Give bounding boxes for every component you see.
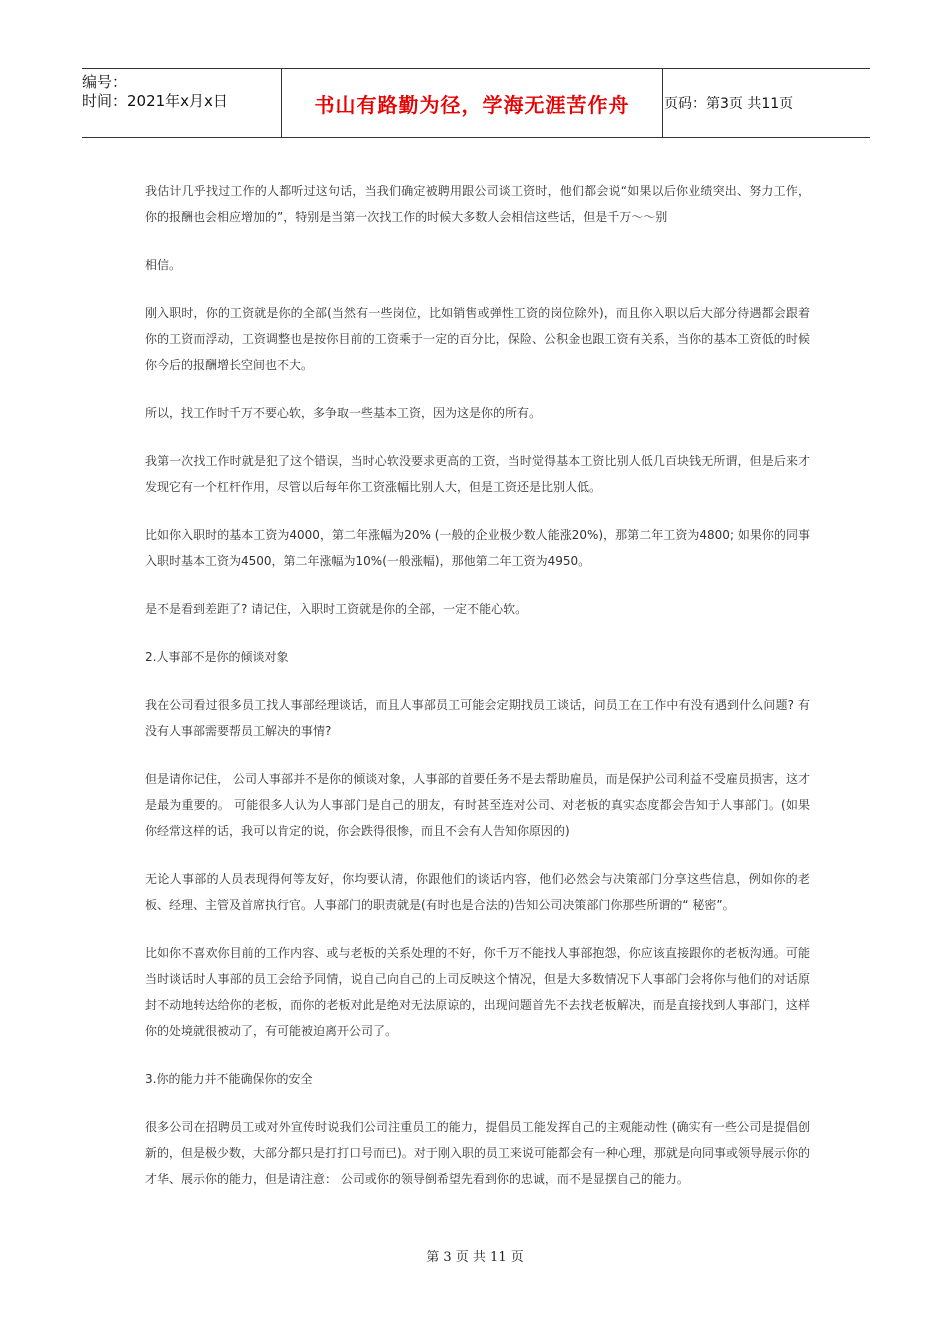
paragraph: 比如你入职时的基本工资为4000，第二年涨幅为20% (一般的企业极少数人能涨20%)，那第二年工资为4800; 如果你的同事入职时基本工资为4500，第二年涨幅为10%(一般涨幅)，那他第二年工资为4950。 [145, 528, 810, 568]
header-page-cell [664, 69, 870, 137]
paragraph: 很多公司在招聘员工或对外宣传时说我们公司注重员工的能力，提倡员工能发挥自己的主观能动性 (确实有一些公司是提倡创新的，但是极少数，大部分都只是打打口号而已)。对于刚入职的员工来说可能都会有一种心理，那就是向同事或领导展示你的才华、展示你的能力，但是请注意： 公司或你的领导倒希望先看到你的忠诚，而不是显摆自己的能力。 [145, 1120, 810, 1186]
paragraph: 无论人事部的人员表现得何等友好，你均要认清，你跟他们的谈话内容，他们必然会与决策部门分享这些信息，例如你的老板、经理、主管及首席执行官。人事部门的职责就是(有时也是合法的)告知公司决策部门你那些所谓的“ 秘密”。 [145, 872, 810, 912]
paragraph: 我估计几乎找过工作的人都听过这句话，当我们确定被聘用跟公司谈工资时，他们都会说“如果以后你业绩突出、努力工作，你的报酬也会相应增加的”，特别是当第一次找工作的时候大多数人会相信这些话，但是千万～～别 [145, 184, 810, 224]
paragraph: 相信。 [145, 258, 182, 272]
paragraph: 刚入职时，你的工资就是你的全部(当然有一些岗位，比如销售或弹性工资的岗位除外)，而且你入职以后大部分待遇都会跟着你的工资而浮动，工资调整也是按你目前的工资乘于一定的百分比，保险、公积金也跟工资有关系，当你的基本工资低的时候你今后的报酬增长空间也不大。 [145, 306, 810, 372]
paragraph: 是不是看到差距了? 请记住，入职时工资就是你的全部，一定不能心软。 [145, 602, 528, 616]
section-heading: 2.人事部不是你的倾谈对象 [145, 650, 289, 664]
paragraph: 我第一次找工作时就是犯了这个错误，当时心软没要求更高的工资，当时觉得基本工资比别人低几百块钱无所谓，但是后来才发现它有一个杠杆作用，尽管以后每年你工资涨幅比别人大，但是工资还是比别人低。 [145, 454, 810, 494]
header-page-number: 页码：第3页 共11页 [664, 96, 794, 112]
paragraph: 比如你不喜欢你目前的工作内容、或与老板的关系处理的不好，你千万不能找人事部抱怨，你应该直接跟你的老板沟通。可能当时谈话时人事部的员工会给予同情，说自己向自己的上司反映这个情况，但是大多数情况下人事部门会将你与他们的对话原封不动地转达给你的老板，而你的老板对此是绝对无法原谅的，出现问题首先不去找老板解决，而是直接找到人事部门，这样你的处境就很被动了，有可能被迫离开公司了。 [145, 946, 810, 1038]
paragraph: 但是请你记住， 公司人事部并不是你的倾谈对象，人事部的首要任务不是去帮助雇员，而是保护公司利益不受雇员损害，这才是最为重要的。 可能很多人认为人事部门是自己的朋友，有时甚至连对公司、对老板的真实态度都会告知于人事部门。(如果你经常这样的话，我可以肯定的说，你会跌得很惨，而且不会有人告知你原因的) [145, 772, 810, 838]
page-footer: 第 3 页 共 11 页 [426, 1250, 524, 1265]
section-heading: 3.你的能力并不能确保你的安全 [145, 1072, 313, 1086]
page-header [82, 68, 870, 138]
header-motto-cell [281, 69, 663, 137]
header-motto: 书山有路勤为径，学海无涯苦作舟 [314, 92, 630, 117]
paragraph: 所以，找工作时千万不要心软，多争取一些基本工资，因为这是你的所有。 [145, 406, 542, 420]
doc-date-label: 时间：2021年x月x日 [82, 92, 228, 110]
header-meta [82, 69, 281, 137]
doc-number-label: 编号： [82, 73, 128, 91]
paragraph: 我在公司看过很多员工找人事部经理谈话，而且人事部员工可能会定期找员工谈话，问员工在工作中有没有遇到什么问题? 有没有人事部需要帮员工解决的事情? [145, 698, 810, 738]
document-body [145, 178, 810, 1214]
